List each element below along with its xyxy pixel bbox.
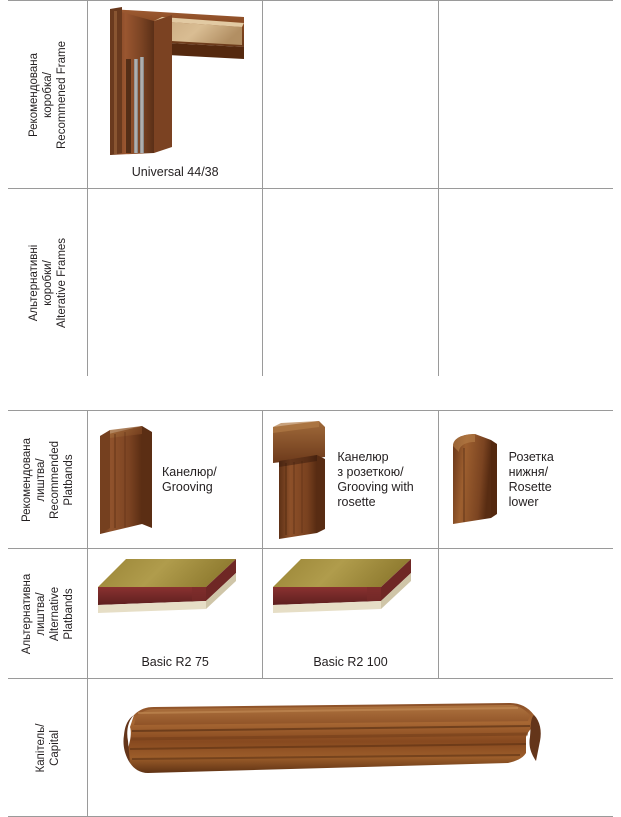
platband-grooving-rosette-caption	[331, 450, 431, 510]
row-alternative-frames	[8, 189, 613, 377]
row-label-alternative-frames	[8, 189, 88, 376]
cell-platband-grooving	[88, 411, 263, 548]
caption-line: Канелюр	[337, 449, 389, 464]
cell-alt-frame-empty-3	[439, 189, 613, 376]
block-separator	[0, 376, 621, 410]
label-line: Рекомендована	[27, 52, 40, 137]
row-label-capital-text	[34, 723, 62, 772]
sill-basic-r2-75-image	[96, 557, 242, 629]
label-line: Platbands	[62, 453, 75, 506]
cell-alt-frame-empty-2	[263, 189, 438, 376]
row-label-recommended-platbands	[8, 411, 88, 548]
label-line: Альтернативні	[27, 244, 40, 321]
row-recommended-platbands	[8, 411, 613, 549]
label-line: Капітель/	[34, 723, 47, 772]
platband-grooving-image	[94, 424, 156, 536]
caption-line: Канелюр/	[162, 464, 217, 479]
label-line: Рекомендована	[20, 437, 33, 522]
row-label-alternative-platbands	[8, 549, 88, 678]
cell-frame-universal	[88, 1, 263, 188]
row-label-recommended-platbands-text	[20, 438, 76, 522]
door-frame-image	[92, 7, 252, 157]
label-line: Platbands	[62, 587, 75, 640]
caption-line: нижня/	[508, 464, 549, 479]
caption-line: Rosette	[508, 479, 552, 494]
cell-frame-empty-1	[263, 1, 438, 188]
caption-line: lower	[508, 494, 539, 509]
cell-frame-empty-2	[439, 1, 613, 188]
label-line: Alternative	[48, 586, 61, 641]
label-line: Recommended	[48, 440, 61, 519]
row-label-capital	[8, 679, 88, 816]
label-line: лиштва/	[34, 457, 47, 502]
row-recommended-frame	[8, 1, 613, 189]
platband-rosette-lower-caption	[503, 450, 607, 510]
label-line: коробки/	[41, 259, 54, 306]
caption-line: Grooving	[162, 479, 213, 494]
platband-grooving-rosette-image	[269, 421, 331, 539]
row-label-recommended-frame-text	[27, 40, 69, 148]
row-alternative-platbands	[8, 549, 613, 679]
cell-alt-frame-empty-1	[88, 189, 263, 376]
capital-moulding-image	[118, 701, 548, 793]
frames-block	[8, 0, 613, 377]
label-line: Alterative Frames	[55, 237, 68, 328]
sill-basic-r2-100-image	[271, 557, 417, 629]
caption-line: Grooving with	[337, 479, 414, 494]
row-label-alternative-platbands-text	[20, 573, 76, 653]
platbands-block	[8, 410, 613, 817]
caption-line: з розеткою/	[337, 464, 404, 479]
label-line: Альтернативна	[20, 573, 33, 654]
cell-platband-empty	[439, 549, 613, 678]
row-label-recommended-frame	[8, 1, 88, 188]
platband-rosette-lower-image	[445, 432, 503, 528]
cell-platband-rosette-lower	[439, 411, 613, 548]
frame-caption-universal: Universal 44/38	[131, 165, 219, 179]
label-line: Capital	[48, 729, 61, 766]
row-capital	[8, 679, 613, 817]
row-label-alternative-frames-text	[27, 237, 69, 327]
cell-capital	[88, 679, 613, 816]
label-line: коробка/	[41, 71, 54, 118]
cell-platband-basic-r2-100	[263, 549, 438, 678]
cell-platband-basic-r2-75	[88, 549, 263, 678]
platband-grooving-caption	[156, 465, 256, 495]
label-line: Recommened Frame	[55, 40, 68, 149]
label-line: лиштва/	[34, 591, 47, 636]
cell-platband-grooving-rosette	[263, 411, 438, 548]
sill-basic-r2-100-caption: Basic R2 100	[313, 655, 388, 669]
sill-basic-r2-75-caption: Basic R2 75	[141, 655, 209, 669]
caption-line: Розетка	[508, 449, 554, 464]
caption-line: rosette	[337, 494, 376, 509]
